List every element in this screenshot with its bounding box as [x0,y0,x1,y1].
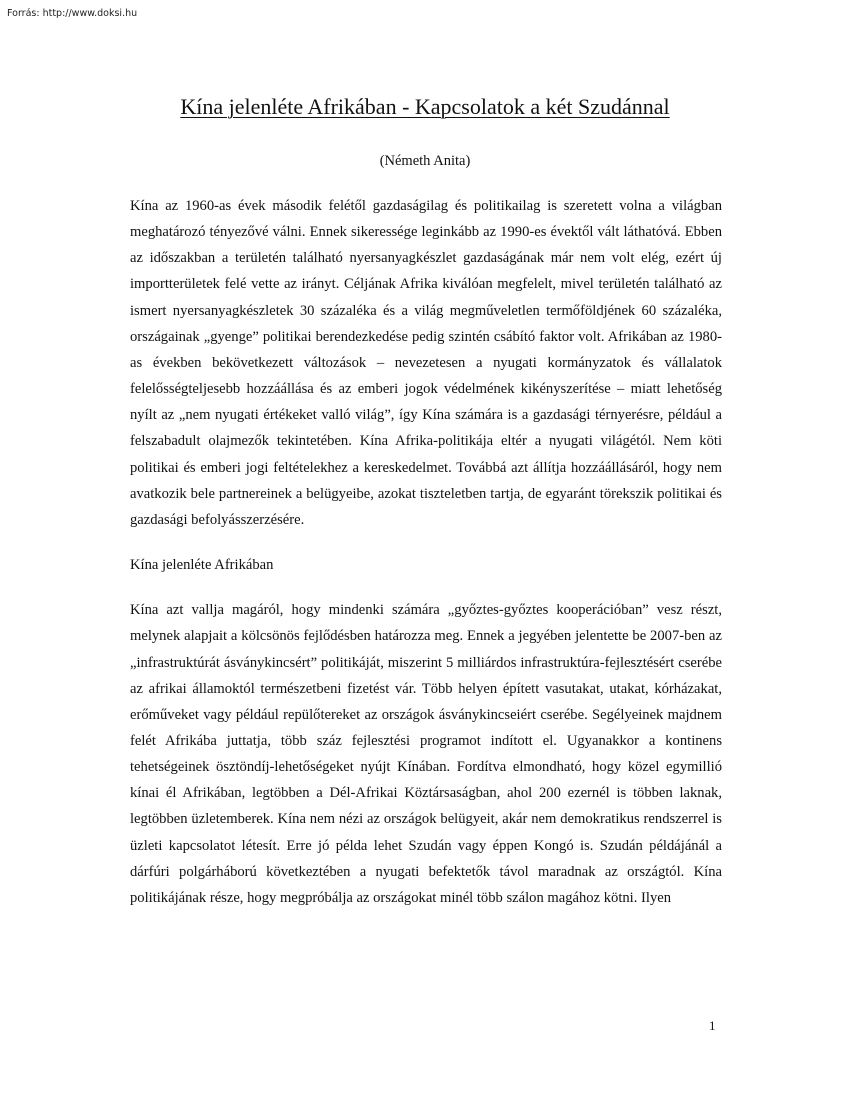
source-url-label: Forrás: http://www.doksi.hu [7,8,138,19]
section-paragraph: Kína azt vallja magáról, hogy mindenki számára „győztes-győztes kooperációban” vesz részt, melynek alapjait a kölcsönös fejlődésben határozza meg. Ennek a jegyében jelentette be 2007-ben az „infrastruktúrát ásványkincsért” politikáját, miszerint 5 milliárdos infrastruktúra-fejlesztésért cserébe az afrikai államoktól természetbeni fizetést vár. Több helyen épített vasutakat, utakat, kórházakat, erőműveket vagy például repülőtereket az országok ásványkincseiért cserébe. Segélyeinek majdnem felét Afrikába juttatja, több száz fejlesztési programot indított el. Ugyanakkor a kontinens tehetségeinek ösztöndíj-lehetőségeket nyújt Kínában. Fordítva elmondható, hogy közel egymillió kínai él Afrikában, legtöbben a Dél-Afrikai Köztársaságban, ahol 200 ezernél is többen laknak, legtöbben üzletemberek. Kína nem nézi az országok belügyeit, akár nem demokratikus rendszerrel is üzleti kapcsolatot létesít. Erre jó példa lehet Szudán vagy éppen Kongó is. Szudán példájánál a dárfúri polgárháború következtében a nyugati befektetők távol maradnak az országtól. Kína politikájának része, hogy megpróbálja az országokat minél több szálon magához kötni. Ilyen [130,602,722,906]
paragraph-spacer [130,533,722,552]
author-name: (Németh Anita) [379,153,471,169]
page-number: 1 [709,1018,716,1033]
document-body [130,193,722,911]
paragraph-spacer [130,578,722,597]
document-title: Kína jelenléte Afrikában - Kapcsolatok a két Szudánnal [180,94,670,119]
section-heading: Kína jelenléte Afrikában [130,557,274,574]
intro-paragraph: Kína az 1960-as évek második felétől gazdaságilag és politikailag is szeretett volna a világban meghatározó tényezővé válni. Ennek sikeressége leginkább az 1990-es évektől vált láthatóvá. Ebben az időszakban a területén található nyersanyagkészlet gazdaságának már nem volt elég, ezért új importterületek felé vette az irányt. Céljának Afrika kiválóan megfelelt, mivel területén található az ismert nyersanyagkészletek 30 százaléka és a világ megműveletlen termőföldjének 60 százaléka, országainak „gyenge” politikai berendezkedése pedig szintén csábító faktor volt. Afrikában az 1980-as években bekövetkezett változások – nevezetesen a nyugati kormányzatok és vállalatok felelősségteljesebb hozzáállása és az emberi jogok védelmének kikényszerítése – miatt lehetőség nyílt az „nem nyugati értékeket valló világ”, így Kína számára is a gazdasági térnyerésre, például a felszabadult olajmezők tekintetében. Kína Afrika-politikája eltér a nyugati világétól. Nem köti politikai és emberi jogi feltételekhez a kereskedelmet. Továbbá azt állítja hozzáállásáról, hogy nem avatkozik bele partnereinek a belügyeibe, azokat tiszteletben tartja, de egyaránt törekszik politikai és gazdasági befolyásszerzésére. [130,198,722,528]
